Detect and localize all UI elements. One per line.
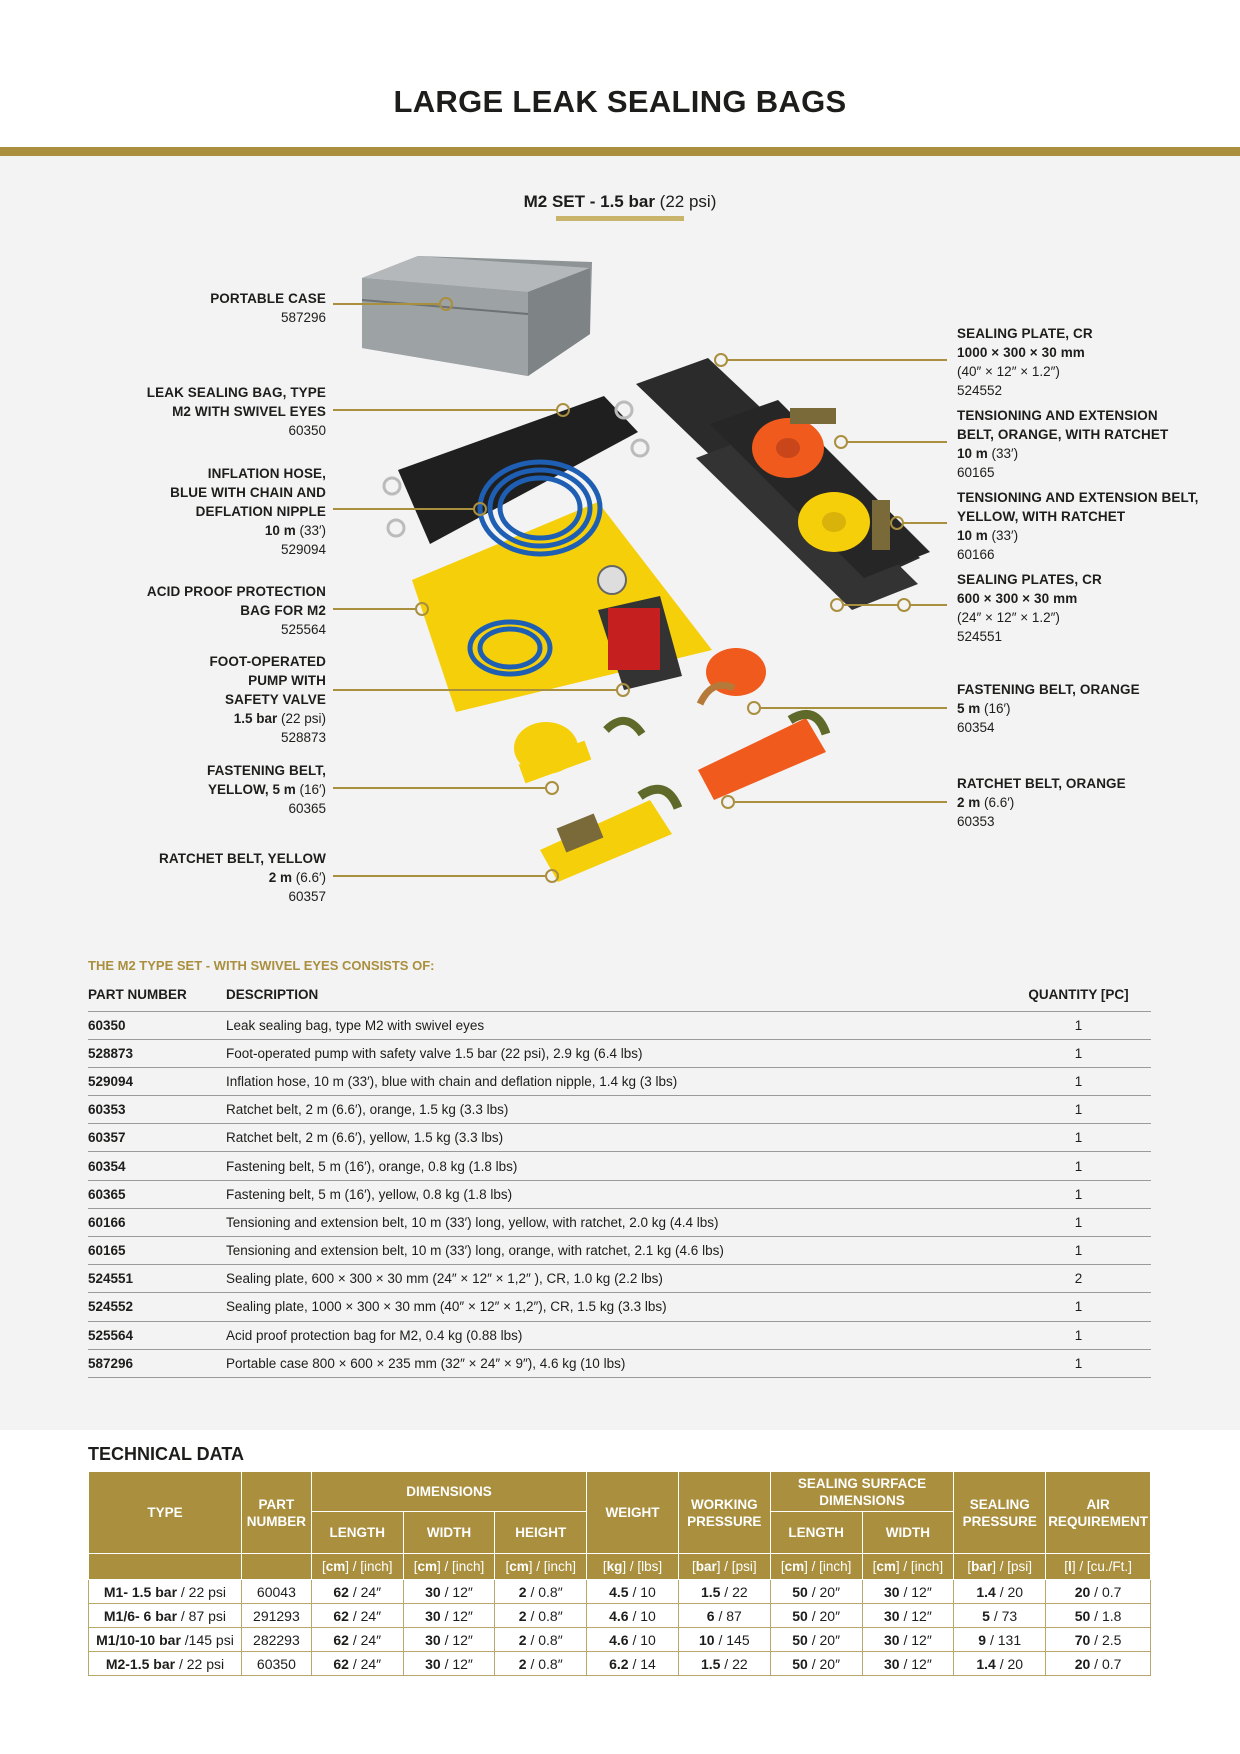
callout-name-line1: SEALING PLATES, CR	[957, 572, 1102, 587]
technical-data-heading: TECHNICAL DATA	[88, 1444, 244, 1464]
tech-row	[89, 1580, 1151, 1604]
callout-part-number: 60354	[957, 720, 995, 735]
description-cell: Tensioning and extension belt, 10 m (33′) long, orange, with ratchet, 2.1 kg (4.6 lbs)	[226, 1237, 1006, 1265]
callout-pressure-bold: 1.5 bar	[233, 711, 278, 726]
th-working-pressure: WORKING PRESSURE	[678, 1472, 770, 1554]
description-cell: Ratchet belt, 2 m (6.6′), orange, 1.5 kg (3.3 lbs)	[226, 1096, 1006, 1124]
part-number-cell: 60165	[88, 1237, 226, 1265]
value-cell: 4.5 / 10	[587, 1580, 679, 1604]
callout-part-number: 528873	[280, 730, 326, 745]
callout-name-line2: PUMP WITH	[248, 673, 326, 688]
callout-length-rest: (6.6′)	[291, 870, 326, 885]
callout-part-number: 60165	[957, 465, 995, 480]
value-cell: 50 / 20″	[770, 1628, 862, 1652]
callout-part-number: 60350	[288, 423, 326, 438]
callout-name-line2: M2 WITH SWIVEL EYES	[172, 404, 326, 419]
value-cell: 62 / 24″	[311, 1604, 403, 1628]
part-number-cell: 60043	[241, 1580, 311, 1604]
value-cell: 30 / 12″	[862, 1628, 954, 1652]
callout-acid-bag	[76, 582, 326, 639]
callout-ratchet-orange	[957, 774, 1227, 831]
part-number-cell: 60166	[88, 1208, 226, 1236]
part-number-cell: 60354	[88, 1152, 226, 1180]
tech-units-row	[89, 1554, 1151, 1580]
callout-dims: 600 × 300 × 30 mm	[957, 591, 1078, 606]
value-cell: 6 / 87	[678, 1604, 770, 1628]
th-sealing-pressure: SEALING PRESSURE	[954, 1472, 1046, 1554]
callout-pressure-rest: (22 psi)	[277, 711, 326, 726]
callout-length-bold: 10 m	[957, 528, 988, 543]
part-number-cell: 291293	[241, 1604, 311, 1628]
tech-header-row-1	[89, 1472, 1151, 1512]
callout-fast-yellow	[76, 761, 326, 818]
value-cell: 1.4 / 20	[954, 1652, 1046, 1676]
th-dimensions: DIMENSIONS	[311, 1472, 586, 1512]
unit-cell: [bar] / [psi]	[678, 1554, 770, 1580]
parts-row	[88, 1152, 1151, 1180]
value-cell: 50 / 1.8	[1046, 1604, 1151, 1628]
tech-row	[89, 1652, 1151, 1676]
unit-cell: [cm] / [inch]	[770, 1554, 862, 1580]
col-quantity: QUANTITY [PC]	[1006, 984, 1151, 1011]
callout-part-number: 60357	[288, 889, 326, 904]
technical-data-table	[88, 1471, 1151, 1676]
quantity-cell: 1	[1006, 1067, 1151, 1095]
parts-row	[88, 1349, 1151, 1377]
page-title: LARGE LEAK SEALING BAGS	[393, 84, 847, 119]
callout-name-line3: SAFETY VALVE	[225, 692, 326, 707]
part-number-cell: 60365	[88, 1180, 226, 1208]
th-units-blank-1	[89, 1554, 242, 1580]
callout-name-line1: RATCHET BELT, ORANGE	[957, 776, 1126, 791]
callout-length-bold: 2 m	[268, 870, 292, 885]
parts-row	[88, 1124, 1151, 1152]
unit-cell: [cm] / [inch]	[495, 1554, 587, 1580]
callout-length-rest: (33′)	[987, 446, 1019, 461]
value-cell: 50 / 20″	[770, 1604, 862, 1628]
value-cell: 62 / 24″	[311, 1580, 403, 1604]
callout-name-line2: BLUE WITH CHAIN AND	[170, 485, 326, 500]
quantity-cell: 1	[1006, 1096, 1151, 1124]
part-number-cell: 528873	[88, 1039, 226, 1067]
callout-plates-small	[957, 570, 1227, 646]
quantity-cell: 1	[1006, 1349, 1151, 1377]
callout-length-rest: (16′)	[980, 701, 1011, 716]
callout-name-line1: TENSIONING AND EXTENSION BELT,	[957, 490, 1199, 505]
parts-row	[88, 1180, 1151, 1208]
callout-inflation-hose	[76, 464, 326, 559]
parts-row	[88, 1293, 1151, 1321]
unit-cell: [cm] / [inch]	[862, 1554, 954, 1580]
unit-cell: [kg] / [lbs]	[587, 1554, 679, 1580]
parts-row	[88, 1039, 1151, 1067]
callout-length	[76, 521, 326, 540]
ratchet-belt-orange-image	[698, 714, 826, 800]
th-part-number: PART NUMBER	[241, 1472, 311, 1554]
value-cell: 30 / 12″	[403, 1628, 495, 1652]
callout-name-line3: DEFLATION NIPPLE	[195, 504, 326, 519]
th-type: TYPE	[89, 1472, 242, 1554]
callout-length-rest: (33′)	[987, 528, 1019, 543]
description-cell: Fastening belt, 5 m (16′), yellow, 0.8 kg (1.8 lbs)	[226, 1180, 1006, 1208]
value-cell: 30 / 12″	[862, 1580, 954, 1604]
callout-name-line1: LEAK SEALING BAG, TYPE	[146, 385, 326, 400]
col-part-number: PART NUMBER	[88, 984, 226, 1011]
quantity-cell: 1	[1006, 1039, 1151, 1067]
value-cell: 30 / 12″	[862, 1652, 954, 1676]
callout-length-bold: 10 m	[957, 446, 988, 461]
parts-row	[88, 1208, 1151, 1236]
set-title-bold: M2 SET - 1.5 bar	[523, 192, 655, 211]
callout-length-bold: 2 m	[957, 795, 981, 810]
callout-name-line2: YELLOW, 5 m	[207, 782, 296, 797]
value-cell: 62 / 24″	[311, 1628, 403, 1652]
description-cell: Leak sealing bag, type M2 with swivel eyes	[226, 1011, 1006, 1039]
callout-tension-orange	[957, 406, 1227, 482]
value-cell: 4.6 / 10	[587, 1628, 679, 1652]
parts-row	[88, 1067, 1151, 1095]
callout-tension-yellow	[957, 488, 1237, 564]
value-cell: 20 / 0.7	[1046, 1580, 1151, 1604]
callout-name-line2: BELT, ORANGE, WITH RATCHET	[957, 427, 1169, 442]
value-cell: 70 / 2.5	[1046, 1628, 1151, 1652]
part-number-cell: 525564	[88, 1321, 226, 1349]
parts-row	[88, 1321, 1151, 1349]
callout-plate-large	[957, 324, 1227, 400]
description-cell: Inflation hose, 10 m (33′), blue with chain and deflation nipple, 1.4 kg (3 lbs)	[226, 1067, 1006, 1095]
quantity-cell: 1	[1006, 1124, 1151, 1152]
callout-pressure	[76, 709, 326, 728]
callout-leak-bag	[76, 383, 326, 440]
quantity-cell: 1	[1006, 1293, 1151, 1321]
col-description: DESCRIPTION	[226, 984, 1006, 1011]
value-cell: 10 / 145	[678, 1628, 770, 1652]
part-number-cell: 524552	[88, 1293, 226, 1321]
th-air-requirement: AIR REQUIREMENT	[1046, 1472, 1151, 1554]
callout-portable-case	[76, 289, 326, 327]
callout-length-rest: (6.6′)	[980, 795, 1015, 810]
value-cell: 9 / 131	[954, 1628, 1046, 1652]
value-cell: 1.5 / 22	[678, 1652, 770, 1676]
callout-length-bold: 10 m	[264, 523, 296, 538]
part-number-cell: 60350	[88, 1011, 226, 1039]
parts-header-row	[88, 984, 1151, 1011]
tech-row	[89, 1604, 1151, 1628]
callout-length-bold: 5 m	[957, 701, 981, 716]
quantity-cell: 1	[1006, 1208, 1151, 1236]
th-weight: WEIGHT	[587, 1472, 679, 1554]
value-cell: 50 / 20″	[770, 1652, 862, 1676]
unit-cell: [bar] / [psi]	[954, 1554, 1046, 1580]
quantity-cell: 2	[1006, 1265, 1151, 1293]
callout-part-number: 524551	[957, 629, 1003, 644]
description-cell: Sealing plate, 1000 × 300 × 30 mm (40″ × 12″ × 1,2″), CR, 1.5 kg (3.3 lbs)	[226, 1293, 1006, 1321]
value-cell: 50 / 20″	[770, 1580, 862, 1604]
unit-cell: [cm] / [inch]	[311, 1554, 403, 1580]
value-cell: 2 / 0.8″	[495, 1628, 587, 1652]
callout-fast-orange	[957, 680, 1227, 737]
description-cell: Fastening belt, 5 m (16′), orange, 0.8 kg (1.8 lbs)	[226, 1152, 1006, 1180]
callout-name-line2-rest: (16′)	[295, 782, 326, 797]
value-cell: 62 / 24″	[311, 1652, 403, 1676]
part-number-cell: 529094	[88, 1067, 226, 1095]
value-cell: 30 / 12″	[403, 1604, 495, 1628]
value-cell: 30 / 12″	[403, 1652, 495, 1676]
th-sealing-surface: SEALING SURFACE DIMENSIONS	[770, 1472, 953, 1512]
part-number-cell: 60353	[88, 1096, 226, 1124]
parts-row	[88, 1011, 1151, 1039]
type-cell: M1- 1.5 bar / 22 psi	[89, 1580, 242, 1604]
description-cell: Foot-operated pump with safety valve 1.5 bar (22 psi), 2.9 kg (6.4 lbs)	[226, 1039, 1006, 1067]
callout-name-line1: TENSIONING AND EXTENSION	[957, 408, 1158, 423]
th-units-blank-2	[241, 1554, 311, 1580]
value-cell: 6.2 / 14	[587, 1652, 679, 1676]
unit-cell: [l] / [cu./Ft.]	[1046, 1554, 1151, 1580]
callout-length-rest: (33′)	[295, 523, 326, 538]
th-ss-width: WIDTH	[862, 1512, 954, 1554]
callout-part-number: 525564	[280, 622, 326, 637]
value-cell: 20 / 0.7	[1046, 1652, 1151, 1676]
tension-belt-yellow-image	[798, 492, 890, 552]
parts-row	[88, 1237, 1151, 1265]
callout-name-line1: FASTENING BELT, ORANGE	[957, 682, 1140, 697]
callout-name-line1: SEALING PLATE, CR	[957, 326, 1093, 341]
value-cell: 2 / 0.8″	[495, 1652, 587, 1676]
fastening-belt-yellow-image	[514, 721, 642, 783]
value-cell: 1.4 / 20	[954, 1580, 1046, 1604]
callout-name-line1: INFLATION HOSE,	[207, 466, 326, 481]
callout-name: PORTABLE CASE	[210, 291, 326, 306]
description-cell: Acid proof protection bag for M2, 0.4 kg (0.88 lbs)	[226, 1321, 1006, 1349]
quantity-cell: 1	[1006, 1180, 1151, 1208]
callout-dims-in: (24″ × 12″ × 1.2″)	[957, 610, 1060, 625]
parts-row	[88, 1265, 1151, 1293]
callout-part-number: 60365	[288, 801, 326, 816]
callout-name-line1: RATCHET BELT, YELLOW	[159, 851, 326, 866]
callout-dims-in: (40″ × 12″ × 1.2″)	[957, 364, 1060, 379]
description-cell: Tensioning and extension belt, 10 m (33′) long, yellow, with ratchet, 2.0 kg (4.4 lbs)	[226, 1208, 1006, 1236]
callout-name-line1: ACID PROOF PROTECTION	[146, 584, 326, 599]
ratchet-belt-yellow-image	[540, 789, 678, 882]
part-number-cell: 60357	[88, 1124, 226, 1152]
quantity-cell: 1	[1006, 1152, 1151, 1180]
description-cell: Ratchet belt, 2 m (6.6′), yellow, 1.5 kg (3.3 lbs)	[226, 1124, 1006, 1152]
value-cell: 30 / 12″	[403, 1580, 495, 1604]
callout-name-line1: FOOT-OPERATED	[209, 654, 326, 669]
value-cell: 2 / 0.8″	[495, 1580, 587, 1604]
part-number-cell: 60350	[241, 1652, 311, 1676]
fastening-belt-orange-image	[700, 648, 766, 704]
callout-name-line2: YELLOW, WITH RATCHET	[957, 509, 1126, 524]
quantity-cell: 1	[1006, 1237, 1151, 1265]
portable-case-image	[362, 256, 592, 376]
callout-part-number: 524552	[957, 383, 1003, 398]
parts-list-heading: THE M2 TYPE SET - WITH SWIVEL EYES CONSISTS OF:	[88, 958, 435, 973]
value-cell: 5 / 73	[954, 1604, 1046, 1628]
value-cell: 30 / 12″	[862, 1604, 954, 1628]
tech-row	[89, 1628, 1151, 1652]
unit-cell: [cm] / [inch]	[403, 1554, 495, 1580]
quantity-cell: 1	[1006, 1321, 1151, 1349]
th-length: LENGTH	[311, 1512, 403, 1554]
type-cell: M1/10-10 bar /145 psi	[89, 1628, 242, 1652]
value-cell: 1.5 / 22	[678, 1580, 770, 1604]
callout-ratchet-yellow	[76, 849, 326, 906]
description-cell: Portable case 800 × 600 × 235 mm (32″ × 24″ × 9″), 4.6 kg (10 lbs)	[226, 1349, 1006, 1377]
callout-dims: 1000 × 300 × 30 mm	[957, 345, 1085, 360]
type-cell: M2-1.5 bar / 22 psi	[89, 1652, 242, 1676]
description-cell: Sealing plate, 600 × 300 × 30 mm (24″ × 12″ × 1,2″ ), CR, 1.0 kg (2.2 lbs)	[226, 1265, 1006, 1293]
callout-name-line2: BAG FOR M2	[240, 603, 326, 618]
value-cell: 2 / 0.8″	[495, 1604, 587, 1628]
part-number-cell: 524551	[88, 1265, 226, 1293]
type-cell: M1/6- 6 bar / 87 psi	[89, 1604, 242, 1628]
quantity-cell: 1	[1006, 1011, 1151, 1039]
callout-part-number: 587296	[280, 310, 326, 325]
callout-part-number: 60353	[957, 814, 995, 829]
callout-name-line1: FASTENING BELT,	[206, 763, 326, 778]
callout-foot-pump	[76, 652, 326, 747]
set-title-rest: (22 psi)	[654, 192, 717, 211]
part-number-cell: 282293	[241, 1628, 311, 1652]
th-height: HEIGHT	[495, 1512, 587, 1554]
value-cell: 4.6 / 10	[587, 1604, 679, 1628]
callout-part-number: 529094	[280, 542, 326, 557]
th-ss-length: LENGTH	[770, 1512, 862, 1554]
parts-row	[88, 1096, 1151, 1124]
part-number-cell: 587296	[88, 1349, 226, 1377]
parts-table	[88, 984, 1151, 1378]
th-width: WIDTH	[403, 1512, 495, 1554]
callout-part-number: 60166	[957, 547, 995, 562]
